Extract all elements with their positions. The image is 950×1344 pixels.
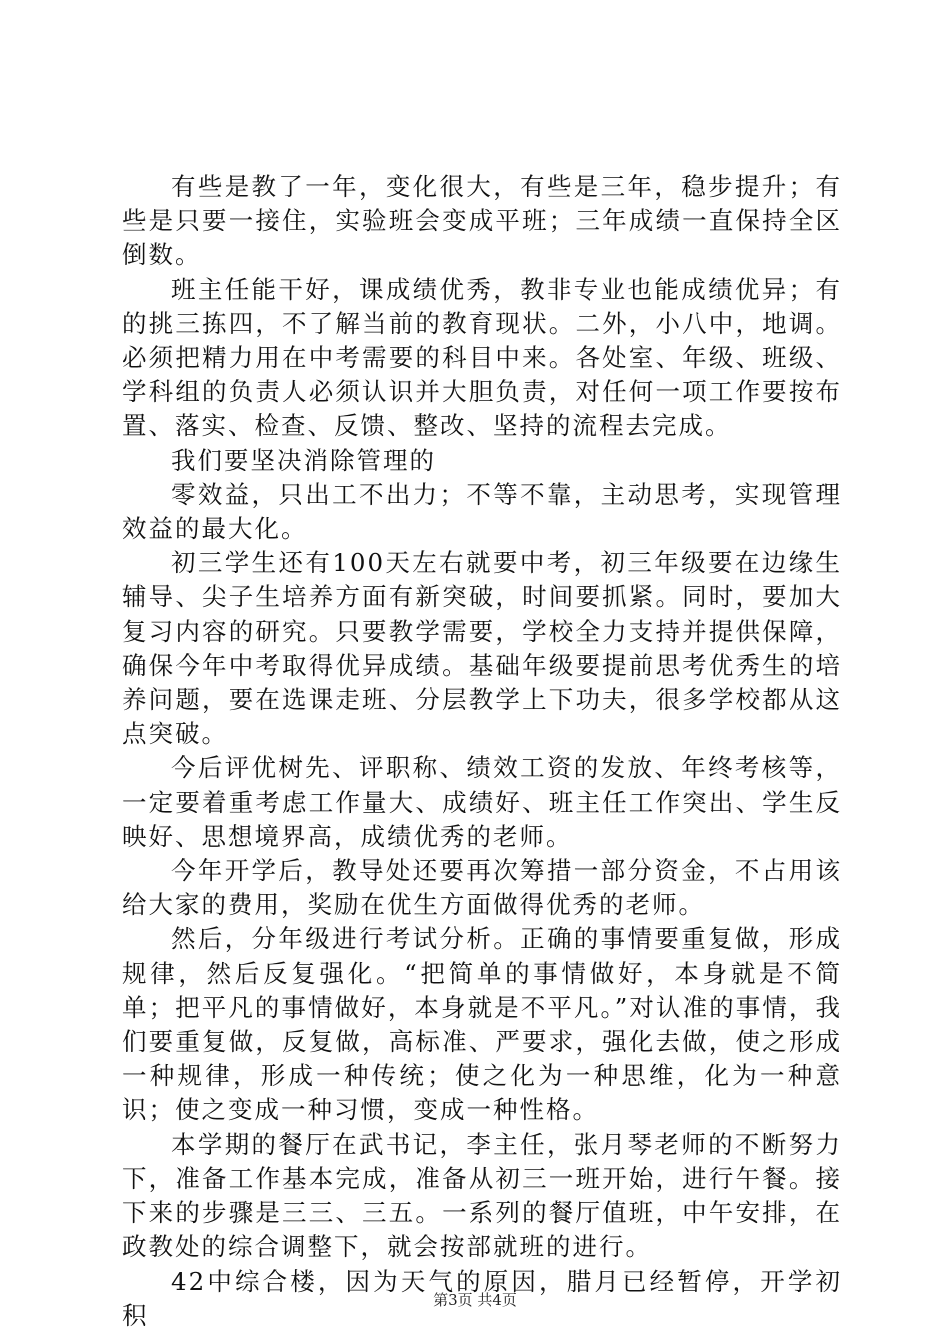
page-number-footer: 第3页 共4页 — [433, 1291, 517, 1309]
paragraph: 初三学生还有100天左右就要中考，初三年级要在边缘生辅导、尖子生培养方面有新突破，时间要抓紧。同时，要加大复习内容的研究。只要教学需要，学校全力支持并提供保障，确保今年中考取得优异成绩。基础年级要提前思考优秀生的培养问题，要在选课走班、分层教学上下功夫，很多学校都从这点突破。 — [122, 548, 842, 749]
paragraph: 本学期的餐厅在武书记，李主任，张月琴老师的不断努力下，准备工作基本完成，准备从初三一班开始，进行午餐。接下来的步骤是三三、三五。一系列的餐厅值班，中午安排，在政教处的综合调整下，就会按部就班的进行。 — [122, 1129, 842, 1262]
paragraph: 班主任能干好，课成绩优秀，教非专业也能成绩优异；有的挑三拣四，不了解当前的教育现状。二外，小八中，地调。必须把精力用在中考需要的科目中来。各处室、年级、班级、学科组的负责人必须认识并大胆负责，对任何一项工作要按布置、落实、检查、反馈、整改、坚持的流程去完成。 — [122, 274, 842, 441]
paragraph: 42中综合楼，因为天气的原因，腊月已经暂停，开学初积 — [122, 1266, 842, 1330]
paragraph: 零效益，只出工不出力；不等不靠，主动思考，实现管理效益的最大化。 — [122, 479, 842, 544]
paragraph: 然后，分年级进行考试分析。正确的事情要重复做，形成规律，然后反复强化。“把简单的事情做好，本身就是不简单；把平凡的事情做好，本身就是不平凡。”对认准的事情，我们要重复做，反复做，高标准、严要求，强化去做，使之形成一种规律，形成一种传统；使之化为一种思维，化为一种意识；使之变成一种习惯，变成一种性格。 — [122, 924, 842, 1125]
paragraph: 有些是教了一年，变化很大，有些是三年，稳步提升；有些是只要一接住，实验班会变成平班；三年成绩一直保持全区倒数。 — [122, 172, 842, 270]
paragraph: 今年开学后，教导处还要再次筹措一部分资金，不占用该给大家的费用，奖励在优生方面做得优秀的老师。 — [122, 856, 842, 920]
paragraph: 我们要坚决消除管理的 — [171, 445, 436, 475]
paragraph: 今后评优树先、评职称、绩效工资的发放、年终考核等，一定要着重考虑工作量大、成绩好、班主任工作突出、学生反映好、思想境界高，成绩优秀的老师。 — [122, 753, 842, 851]
document-body — [122, 170, 842, 1333]
